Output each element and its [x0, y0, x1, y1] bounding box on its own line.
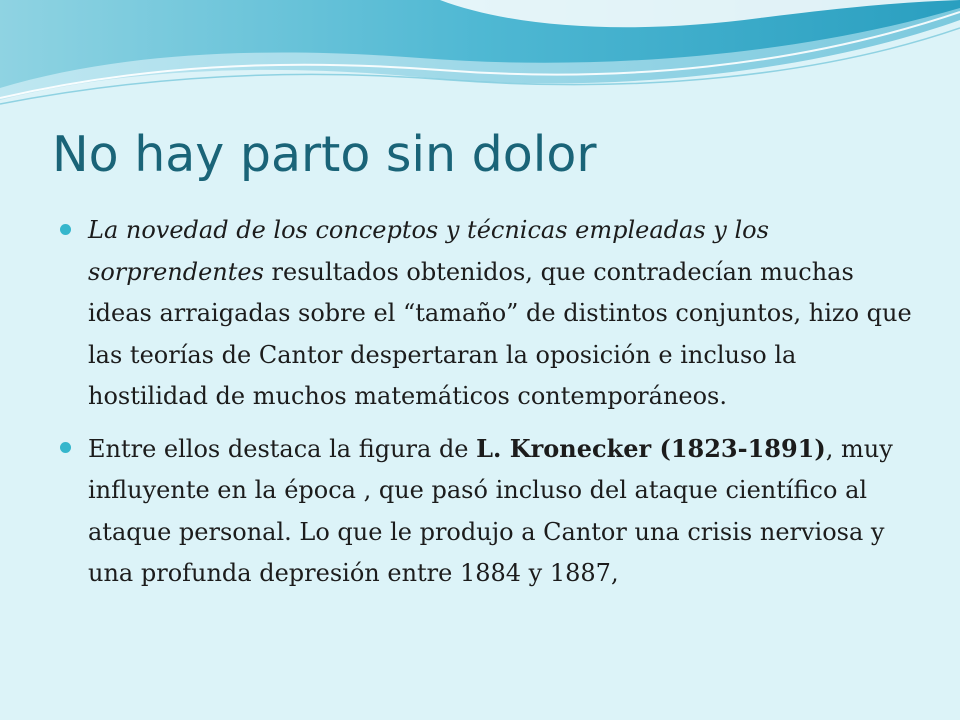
- bullet-text-1: [88, 210, 912, 418]
- bullet-item-1: [60, 210, 912, 418]
- bullet-item-2: [60, 428, 912, 595]
- bullet-text-2: [88, 428, 912, 595]
- bullet-list: [60, 210, 912, 605]
- bullet-dot-icon: [60, 224, 71, 235]
- bullet-text-after: , muy influyente en la época , que pasó incluso del ataque científico al ataque personal. Lo que le produjo a Cantor una crisis nerviosa y una profunda depresión entre 1884 y 1887,: [88, 434, 893, 587]
- slide-title: No hay parto sin dolor: [52, 126, 597, 183]
- bullet-dot-icon: [60, 442, 71, 453]
- bullet-bold-name: L. Kronecker (1823-1891): [476, 433, 826, 463]
- bullet-italic-text: La novedad de los conceptos y técnicas empleadas y los sorprendentes: [88, 216, 769, 286]
- header-wave-decoration: [0, 0, 960, 110]
- bullet-text-before: Entre ellos destaca la figura de: [88, 434, 477, 463]
- bullet-body-text: resultados obtenidos, que contradecían muchas ideas arraigadas sobre el “tamaño” de distintos conjuntos, hizo que las teorías de Cantor despertaran la oposición e incluso la hostilidad de muchos matemáticos contemporáneos.: [88, 257, 912, 410]
